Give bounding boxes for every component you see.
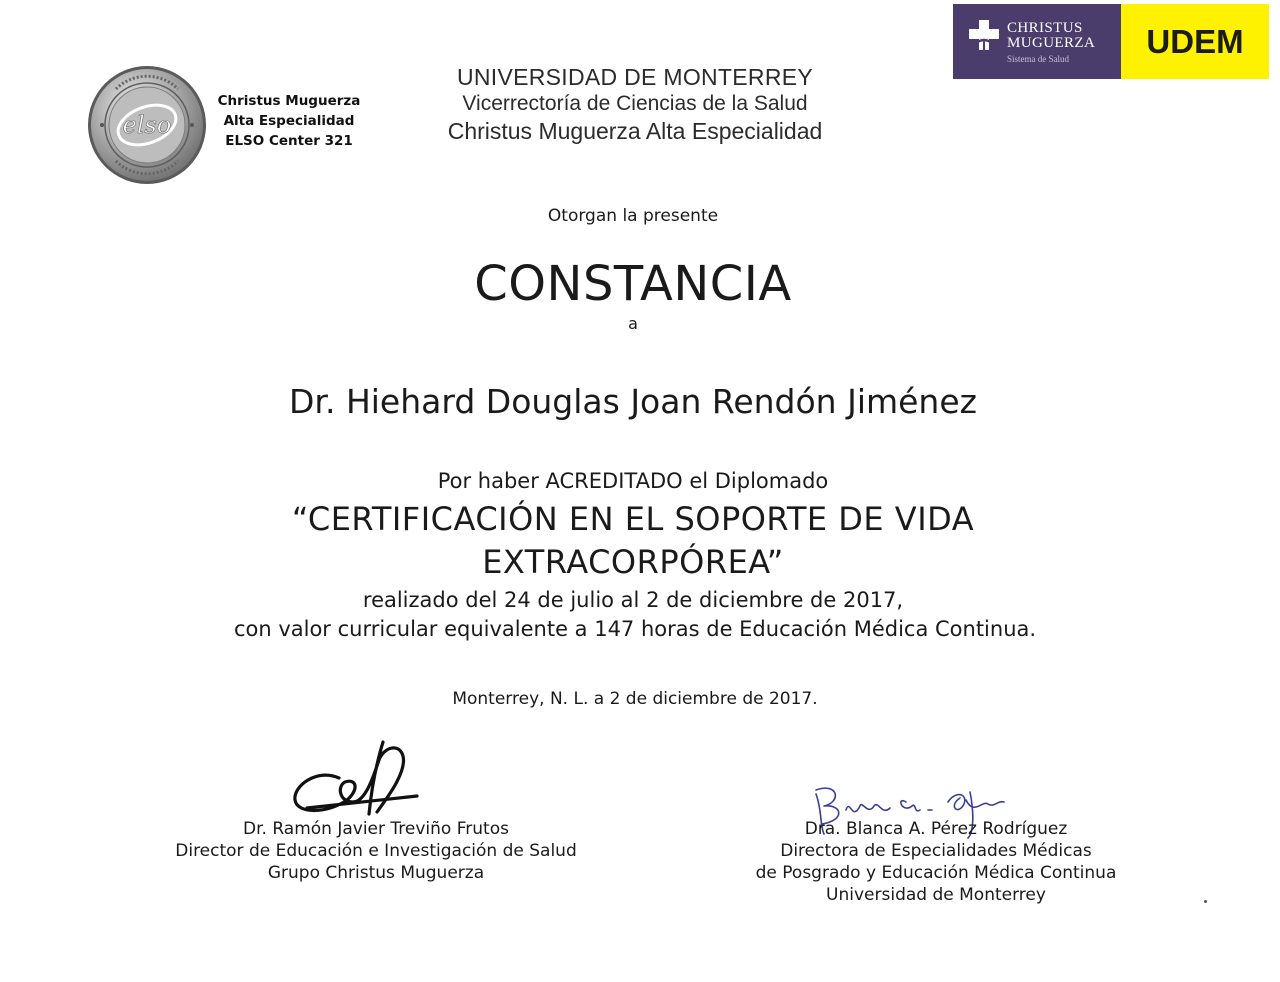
right-signer-name: Dra. Blanca A. Pérez Rodríguez xyxy=(804,819,1068,839)
accreditation-text: Por haber ACREDITADO el Diplomado xyxy=(437,469,829,493)
elso-line-1: Christus Muguerza xyxy=(217,93,361,109)
scan-speck xyxy=(1204,900,1207,903)
left-signer-title-1: Director de Educación e Investigación de Salud xyxy=(175,841,577,861)
left-signer-name: Dr. Ramón Javier Treviño Frutos xyxy=(243,819,509,839)
elso-center-info xyxy=(205,91,373,151)
university-name: UNIVERSIDAD DE MONTERREY xyxy=(456,64,814,90)
christus-logo-tagline: Sistema de Salud xyxy=(1007,54,1069,64)
left-signer-title-2: Grupo Christus Muguerza xyxy=(267,863,485,883)
university-header xyxy=(380,64,890,146)
right-signer-block xyxy=(706,818,1166,906)
course-title-line-2: EXTRACORPÓREA” xyxy=(482,543,784,581)
vicerrectoria-name: Vicerrectoría de Ciencias de la Salud xyxy=(462,92,808,115)
recipient-name: Dr. Hiehard Douglas Joan Rendón Jiménez xyxy=(289,382,977,421)
udem-logo xyxy=(1121,4,1269,79)
right-signer-title-2: de Posgrado y Educación Médica Continua xyxy=(755,863,1117,883)
christus-logo-line-2: MUGUERZA xyxy=(1007,35,1096,51)
elso-line-2: Alta Especialidad xyxy=(223,113,355,129)
christus-logo-wordmark xyxy=(1007,21,1095,51)
left-signature xyxy=(287,738,427,828)
christus-logo-line-1: CHRISTUS xyxy=(1007,20,1083,36)
right-signer-title-1: Directora de Especialidades Médicas xyxy=(780,841,1092,861)
intro-text: Otorgan la presente xyxy=(547,206,719,226)
preposition-text: a xyxy=(628,314,638,333)
elso-seal-icon xyxy=(86,64,208,186)
christus-cross-icon xyxy=(967,18,1001,52)
institution-name: Christus Muguerza Alta Especialidad xyxy=(447,118,823,144)
curricular-value: con valor curricular equivalente a 147 horas de Educación Médica Continua. xyxy=(233,617,1037,641)
udem-logo-text: UDEM xyxy=(1146,23,1244,60)
christus-muguerza-logo xyxy=(953,4,1121,79)
left-signer-block xyxy=(108,818,644,884)
course-dates: realizado del 24 de julio al 2 de diciembre de 2017, xyxy=(362,588,904,612)
certificate-title: CONSTANCIA xyxy=(474,256,792,312)
place-and-date: Monterrey, N. L. a 2 de diciembre de 2017. xyxy=(452,689,818,709)
elso-line-3: ELSO Center 321 xyxy=(225,133,353,149)
right-signer-title-3: Universidad de Monterrey xyxy=(826,885,1046,905)
course-title-line-1: “CERTIFICACIÓN EN EL SOPORTE DE VIDA xyxy=(291,500,975,538)
elso-seal-letters: elso xyxy=(122,111,172,139)
